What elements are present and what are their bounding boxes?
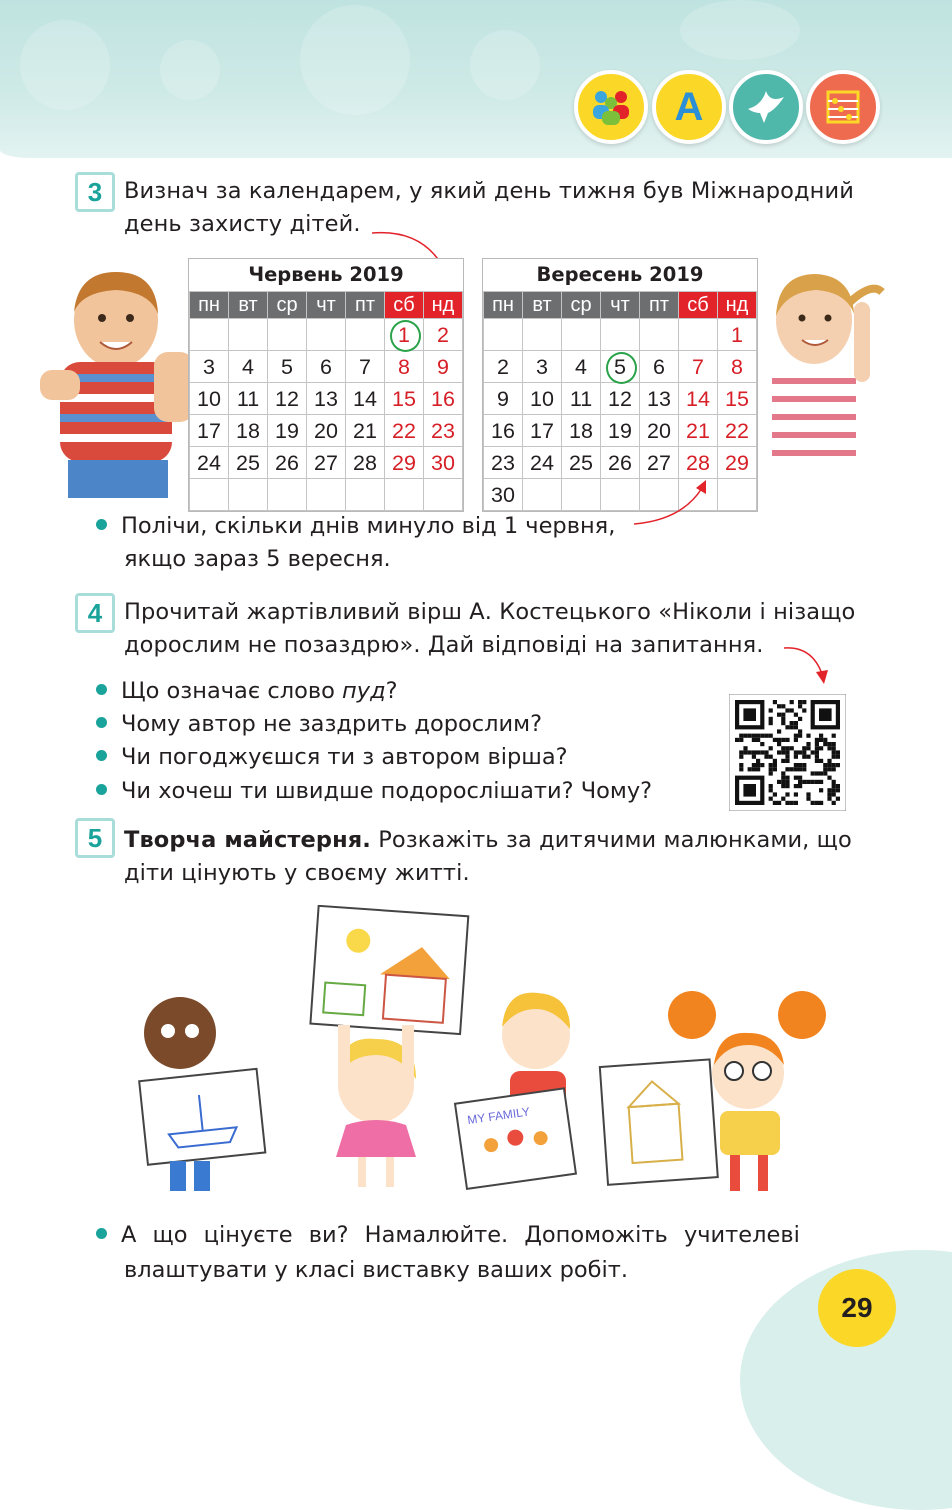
- calendar-week-row: [190, 383, 463, 415]
- calendar-day: 28: [346, 447, 385, 479]
- calendar-day: 7: [346, 351, 385, 383]
- calendar-day: 30: [484, 479, 523, 511]
- calendar-day: 15: [385, 383, 424, 415]
- calendar-day: 29: [385, 447, 424, 479]
- calendar-week-row: [484, 479, 757, 511]
- calendar-day: 26: [601, 447, 640, 479]
- calendar-day: 8: [718, 351, 757, 383]
- children-drawings-illustration: [130, 905, 830, 1200]
- calendar-title: Червень 2019: [248, 263, 404, 286]
- task4-question-4: [96, 775, 652, 808]
- task-number-4: 4: [75, 593, 115, 633]
- calendar-day: 17: [190, 415, 229, 447]
- arrow-to-qr-icon: [782, 640, 832, 686]
- calendar-empty-cell: [484, 319, 523, 351]
- calendar-day: 9: [484, 383, 523, 415]
- calendar-day: 28: [679, 447, 718, 479]
- q1-mark: ?: [385, 678, 398, 704]
- calendar-empty-cell: [424, 479, 463, 511]
- calendar-empty-cell: [601, 319, 640, 351]
- letter-a-glyph: A: [674, 84, 704, 129]
- calendar-day: 11: [229, 383, 268, 415]
- header-bubble: [20, 20, 110, 110]
- calendar-day: 23: [424, 415, 463, 447]
- calendar-week-row: [190, 351, 463, 383]
- task5-title: Творча майстерня.: [124, 827, 371, 853]
- calendar-day: 12: [268, 383, 307, 415]
- task3-text: [124, 175, 854, 241]
- calendar-week-row: [190, 319, 463, 351]
- calendar-title: Вересень 2019: [536, 263, 704, 286]
- calendar-day: 22: [718, 415, 757, 447]
- calendar-week-row: [190, 415, 463, 447]
- calendar-day: 16: [484, 415, 523, 447]
- calendar-day: 25: [229, 447, 268, 479]
- task5-text-line2: діти цінують у своєму житті.: [124, 860, 470, 886]
- calendar-grid: [483, 291, 757, 511]
- calendar-day: 18: [562, 415, 601, 447]
- weekday-label: ср: [268, 292, 307, 319]
- q1-word: пуд: [342, 678, 386, 704]
- calendar-empty-cell: [523, 479, 562, 511]
- task-number-3: 3: [75, 172, 115, 212]
- calendar-september: [482, 258, 758, 512]
- header-bubble: [300, 5, 410, 115]
- page-number: 29: [818, 1269, 896, 1347]
- task5-bullet: [96, 1219, 846, 1252]
- task4-question-3: [96, 741, 568, 774]
- boy-photo: [38, 262, 194, 498]
- task4-text-line2: дорослим не позаздрю». Дай відповіді на запитання.: [124, 632, 764, 658]
- bird-icon: [729, 70, 803, 144]
- calendar-week-row: [190, 447, 463, 479]
- calendar-day: 20: [307, 415, 346, 447]
- bullet-dot: [96, 519, 107, 530]
- calendar-day: 10: [190, 383, 229, 415]
- calendar-day: 12: [601, 383, 640, 415]
- calendar-day: 21: [346, 415, 385, 447]
- q1-text: Що означає слово: [121, 678, 343, 704]
- calendar-empty-cell: [718, 479, 757, 511]
- calendar-day: 25: [562, 447, 601, 479]
- girl-photo: [762, 262, 892, 498]
- task5-text-line1: Розкажіть за дитячими малюнками, що: [370, 827, 852, 853]
- weekday-label: чт: [307, 292, 346, 319]
- weekday-label: ср: [562, 292, 601, 319]
- calendar-day: 2: [424, 319, 463, 351]
- task4-question-1: [96, 675, 398, 708]
- calendar-empty-cell: [229, 479, 268, 511]
- calendar-day: 27: [640, 447, 679, 479]
- calendar-day: 17: [523, 415, 562, 447]
- calendar-day: 27: [307, 447, 346, 479]
- task-number-5: 5: [75, 818, 115, 858]
- calendar-day: 24: [523, 447, 562, 479]
- task5-bullet-line1: А що цінуєте ви? Намалюйте. Допоможіть учителеві: [121, 1222, 800, 1248]
- task4-text: [124, 596, 855, 662]
- calendar-empty-cell: [346, 319, 385, 351]
- calendar-day: 3: [190, 351, 229, 383]
- calendar-day: 16: [424, 383, 463, 415]
- q3-text: Чи погоджуєшся ти з автором вірша?: [121, 744, 568, 770]
- calendar-empty-cell: [229, 319, 268, 351]
- calendar-day: 18: [229, 415, 268, 447]
- calendar-day: 13: [640, 383, 679, 415]
- weekday-header-row: [484, 292, 757, 319]
- letter-a-icon: [652, 70, 726, 144]
- calendar-day: 6: [640, 351, 679, 383]
- weekday-label: пн: [484, 292, 523, 319]
- calendar-week-row: [484, 351, 757, 383]
- calendar-day: 20: [640, 415, 679, 447]
- bullet-dot: [96, 1228, 107, 1239]
- header-band: [0, 0, 952, 158]
- weekday-label: нд: [424, 292, 463, 319]
- calendar-week-row: [484, 415, 757, 447]
- calendar-day: 1: [718, 319, 757, 351]
- bullet-dot: [96, 717, 107, 728]
- calendar-week-row: [190, 479, 463, 511]
- calendar-day: 4: [229, 351, 268, 383]
- family-drawing-caption: MY FAMILY: [466, 1104, 531, 1128]
- weekday-label: сб: [679, 292, 718, 319]
- calendar-day: 3: [523, 351, 562, 383]
- bullet-dot: [96, 784, 107, 795]
- calendar-empty-cell: [562, 319, 601, 351]
- weekday-label: пн: [190, 292, 229, 319]
- task3-text-line2: день захисту дітей.: [124, 211, 361, 237]
- weekday-header-row: [190, 292, 463, 319]
- arrow-to-september-icon: [632, 476, 712, 526]
- calendar-empty-cell: [307, 479, 346, 511]
- weekday-label: пт: [346, 292, 385, 319]
- calendar-day: 14: [346, 383, 385, 415]
- calendar-day: 22: [385, 415, 424, 447]
- task4-question-2: [96, 708, 542, 741]
- calendar-day: 11: [562, 383, 601, 415]
- calendar-day: 5: [601, 351, 640, 383]
- calendar-day: 23: [484, 447, 523, 479]
- calendar-day: 13: [307, 383, 346, 415]
- calendar-empty-cell: [268, 479, 307, 511]
- calendar-empty-cell: [562, 479, 601, 511]
- qr-code-icon[interactable]: [729, 694, 846, 811]
- calendar-day: 10: [523, 383, 562, 415]
- weekday-label: нд: [718, 292, 757, 319]
- people-icon: [574, 70, 648, 144]
- bullet-dot: [96, 750, 107, 761]
- bullet-dot: [96, 684, 107, 695]
- calendar-day: 24: [190, 447, 229, 479]
- calendar-day: 21: [679, 415, 718, 447]
- calendar-day: 30: [424, 447, 463, 479]
- weekday-label: пт: [640, 292, 679, 319]
- calendar-empty-cell: [268, 319, 307, 351]
- calendar-day: 8: [385, 351, 424, 383]
- header-bubble: [470, 30, 540, 100]
- calendar-day: 6: [307, 351, 346, 383]
- weekday-label: чт: [601, 292, 640, 319]
- calendar-week-row: [484, 383, 757, 415]
- calendar-day: 19: [601, 415, 640, 447]
- task5-bullet-line2: влаштувати у класі виставку ваших робіт.: [124, 1257, 628, 1283]
- calendar-day: 9: [424, 351, 463, 383]
- calendar-day: 14: [679, 383, 718, 415]
- calendar-day: 7: [679, 351, 718, 383]
- calendar-day: 26: [268, 447, 307, 479]
- q2-text: Чому автор не заздрить дорослим?: [121, 711, 543, 737]
- abacus-icon: [806, 70, 880, 144]
- header-bubble: [680, 0, 800, 60]
- calendar-week-row: [484, 319, 757, 351]
- task3-text-line1: Визнач за календарем, у який день тижня був Міжнародний: [124, 178, 854, 204]
- task5-text: [124, 824, 852, 890]
- task4-text-line1: Прочитай жартівливий вірш А. Костецького «Ніколи і нізащо: [124, 599, 856, 625]
- calendar-empty-cell: [385, 479, 424, 511]
- calendar-empty-cell: [190, 479, 229, 511]
- calendar-empty-cell: [346, 479, 385, 511]
- calendar-day: 5: [268, 351, 307, 383]
- calendar-empty-cell: [679, 319, 718, 351]
- calendar-day: 2: [484, 351, 523, 383]
- weekday-label: сб: [385, 292, 424, 319]
- task3-bullet: [96, 510, 615, 543]
- calendar-grid: [189, 291, 463, 511]
- calendar-day: 4: [562, 351, 601, 383]
- calendar-day: 29: [718, 447, 757, 479]
- calendar-empty-cell: [523, 319, 562, 351]
- calendar-day: 15: [718, 383, 757, 415]
- task3-bullet-line1: Полічи, скільки днів минуло від 1 червня,: [121, 513, 616, 539]
- calendar-empty-cell: [190, 319, 229, 351]
- header-bubble: [160, 40, 220, 100]
- calendar-day: 19: [268, 415, 307, 447]
- weekday-label: вт: [523, 292, 562, 319]
- calendar-june: [188, 258, 464, 512]
- calendar-empty-cell: [307, 319, 346, 351]
- q4-text: Чи хочеш ти швидше подорослішати? Чому?: [121, 778, 653, 804]
- task3-bullet-line2: якщо зараз 5 вересня.: [124, 546, 391, 572]
- calendar-day: 1: [385, 319, 424, 351]
- weekday-label: вт: [229, 292, 268, 319]
- calendar-week-row: [484, 447, 757, 479]
- calendar-empty-cell: [640, 319, 679, 351]
